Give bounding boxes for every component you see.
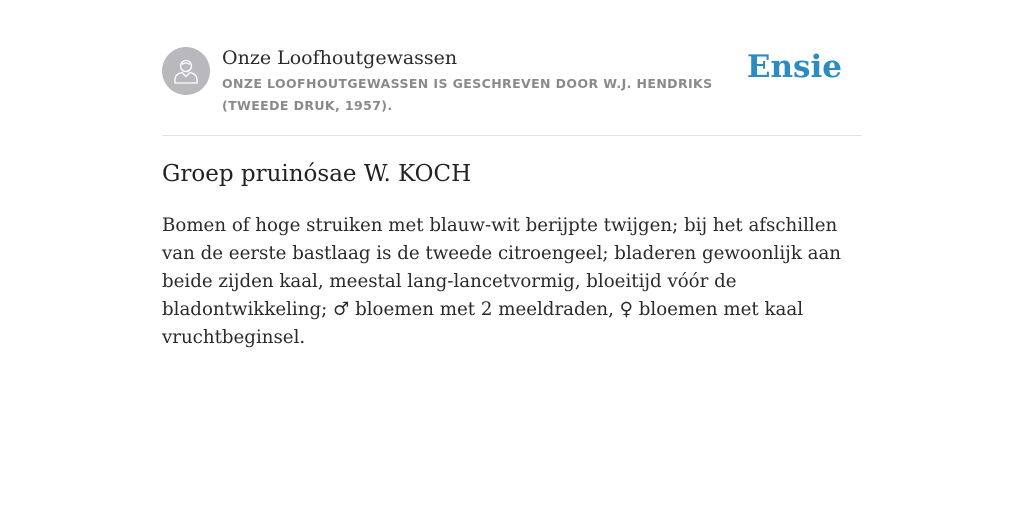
ensie-logo[interactable]: Ensie	[746, 49, 842, 85]
page-container	[162, 0, 862, 512]
source-title[interactable]: Onze Loofhoutgewassen	[222, 47, 458, 69]
entry-title: Groep pruinósae W. KOCH	[162, 161, 472, 187]
user-silhouette-icon	[162, 47, 210, 95]
entry-body: Bomen of hoge struiken met blauw-wit berijpte twijgen; bij het afschillen van de eerste bastlaag is de tweede citroengeel; bladeren gewoonlijk aan beide zijden kaal, meestal lang-lancetvormig, bloeitijd vóór de bladontwikkeling; ♂ bloemen met 2 meeldraden, ♀ bloemen met kaal vruchtbeginsel.	[162, 215, 842, 348]
source-header	[162, 47, 862, 117]
source-description: ONZE LOOFHOUTGEWASSEN IS GESCHREVEN DOOR W.J. HENDRIKS (TWEEDE DRUK, 1957).	[222, 76, 713, 113]
divider	[162, 135, 862, 136]
